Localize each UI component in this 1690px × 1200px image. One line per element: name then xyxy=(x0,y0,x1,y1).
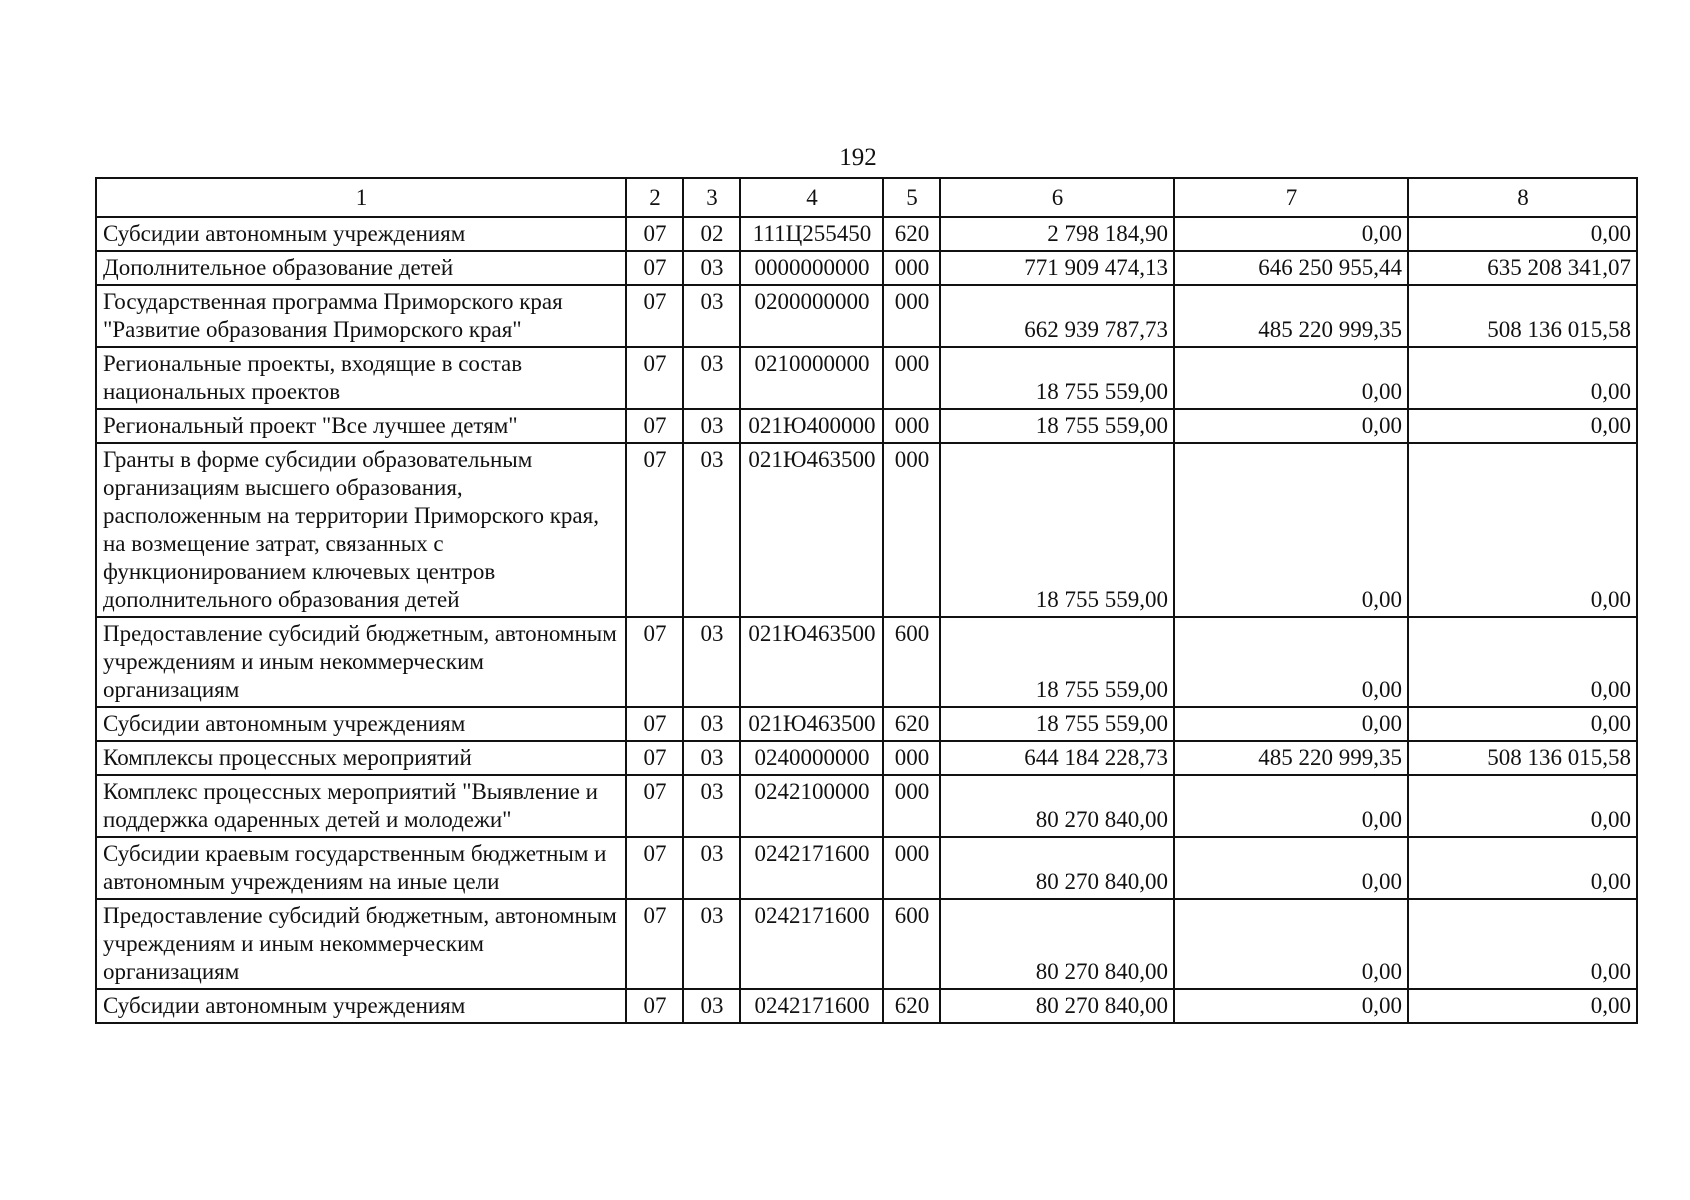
section-code-cell: 07 xyxy=(626,409,683,443)
row-name-cell: Гранты в форме субсидии образовательным организациям высшего образования, расположенным на территории Приморского края, на возмещение затрат, связанных с функционированием ключевых центров дополнительного образования детей xyxy=(96,443,626,617)
expense-type-code-cell: 000 xyxy=(883,775,940,837)
amount-col8-cell: 0,00 xyxy=(1408,409,1637,443)
target-item-code-cell: 0242100000 xyxy=(740,775,883,837)
subsection-code-cell: 03 xyxy=(683,285,740,347)
row-name-cell: Субсидии автономным учреждениям xyxy=(96,989,626,1023)
row-name-cell: Субсидии краевым государственным бюджетным и автономным учреждениям на иные цели xyxy=(96,837,626,899)
amount-col7-cell: 0,00 xyxy=(1174,775,1408,837)
header-cell: 8 xyxy=(1408,178,1637,217)
amount-col8-cell: 508 136 015,58 xyxy=(1408,285,1637,347)
section-code-cell: 07 xyxy=(626,899,683,989)
amount-col6-cell: 662 939 787,73 xyxy=(940,285,1174,347)
table-row xyxy=(96,251,1637,285)
amount-col8-cell: 0,00 xyxy=(1408,899,1637,989)
amount-col7-cell: 0,00 xyxy=(1174,409,1408,443)
target-item-code-cell: 021Ю463500 xyxy=(740,617,883,707)
amount-col7-cell: 646 250 955,44 xyxy=(1174,251,1408,285)
table-row xyxy=(96,741,1637,775)
page-number: 192 xyxy=(839,144,877,171)
table-body xyxy=(96,178,1637,1023)
amount-col8-cell: 0,00 xyxy=(1408,617,1637,707)
row-name-cell: Комплекс процессных мероприятий "Выявление и поддержка одаренных детей и молодежи" xyxy=(96,775,626,837)
section-code-cell: 07 xyxy=(626,251,683,285)
amount-col6-cell: 18 755 559,00 xyxy=(940,707,1174,741)
amount-col6-cell: 2 798 184,90 xyxy=(940,217,1174,251)
section-code-cell: 07 xyxy=(626,347,683,409)
target-item-code-cell: 021Ю463500 xyxy=(740,443,883,617)
amount-col8-cell: 635 208 341,07 xyxy=(1408,251,1637,285)
amount-col6-cell: 18 755 559,00 xyxy=(940,409,1174,443)
expense-type-code-cell: 620 xyxy=(883,707,940,741)
section-code-cell: 07 xyxy=(626,707,683,741)
subsection-code-cell: 03 xyxy=(683,741,740,775)
target-item-code-cell: 021Ю463500 xyxy=(740,707,883,741)
header-cell: 6 xyxy=(940,178,1174,217)
target-item-code-cell: 0242171600 xyxy=(740,899,883,989)
row-name-cell: Региональные проекты, входящие в состав национальных проектов xyxy=(96,347,626,409)
subsection-code-cell: 03 xyxy=(683,837,740,899)
header-cell: 5 xyxy=(883,178,940,217)
target-item-code-cell: 021Ю400000 xyxy=(740,409,883,443)
expense-type-code-cell: 000 xyxy=(883,251,940,285)
amount-col8-cell: 0,00 xyxy=(1408,217,1637,251)
target-item-code-cell: 0242171600 xyxy=(740,989,883,1023)
table-row xyxy=(96,443,1637,617)
expense-type-code-cell: 620 xyxy=(883,989,940,1023)
amount-col8-cell: 0,00 xyxy=(1408,989,1637,1023)
section-code-cell: 07 xyxy=(626,837,683,899)
subsection-code-cell: 03 xyxy=(683,775,740,837)
expense-type-code-cell: 000 xyxy=(883,347,940,409)
table-row xyxy=(96,837,1637,899)
expense-type-code-cell: 000 xyxy=(883,741,940,775)
row-name-cell: Региональный проект "Все лучшее детям" xyxy=(96,409,626,443)
header-cell: 1 xyxy=(96,178,626,217)
row-name-cell: Предоставление субсидий бюджетным, автономным учреждениям и иным некоммерческим организациям xyxy=(96,899,626,989)
amount-col6-cell: 18 755 559,00 xyxy=(940,347,1174,409)
amount-col8-cell: 0,00 xyxy=(1408,707,1637,741)
expense-type-code-cell: 600 xyxy=(883,617,940,707)
expense-type-code-cell: 000 xyxy=(883,285,940,347)
target-item-code-cell: 0210000000 xyxy=(740,347,883,409)
section-code-cell: 07 xyxy=(626,617,683,707)
table-row xyxy=(96,707,1637,741)
section-code-cell: 07 xyxy=(626,217,683,251)
row-name-cell: Субсидии автономным учреждениям xyxy=(96,217,626,251)
subsection-code-cell: 03 xyxy=(683,347,740,409)
subsection-code-cell: 03 xyxy=(683,707,740,741)
target-item-code-cell: 0242171600 xyxy=(740,837,883,899)
budget-table xyxy=(95,177,1638,1024)
target-item-code-cell: 0240000000 xyxy=(740,741,883,775)
amount-col7-cell: 485 220 999,35 xyxy=(1174,285,1408,347)
expense-type-code-cell: 000 xyxy=(883,409,940,443)
section-code-cell: 07 xyxy=(626,285,683,347)
amount-col8-cell: 0,00 xyxy=(1408,347,1637,409)
amount-col8-cell: 0,00 xyxy=(1408,837,1637,899)
amount-col8-cell: 0,00 xyxy=(1408,775,1637,837)
amount-col6-cell: 80 270 840,00 xyxy=(940,989,1174,1023)
header-cell: 2 xyxy=(626,178,683,217)
table-row xyxy=(96,217,1637,251)
target-item-code-cell: 0000000000 xyxy=(740,251,883,285)
amount-col6-cell: 80 270 840,00 xyxy=(940,837,1174,899)
amount-col7-cell: 0,00 xyxy=(1174,217,1408,251)
row-name-cell: Комплексы процессных мероприятий xyxy=(96,741,626,775)
row-name-cell: Субсидии автономным учреждениям xyxy=(96,707,626,741)
amount-col7-cell: 0,00 xyxy=(1174,899,1408,989)
amount-col7-cell: 0,00 xyxy=(1174,989,1408,1023)
amount-col6-cell: 80 270 840,00 xyxy=(940,775,1174,837)
amount-col7-cell: 0,00 xyxy=(1174,707,1408,741)
subsection-code-cell: 02 xyxy=(683,217,740,251)
amount-col7-cell: 0,00 xyxy=(1174,837,1408,899)
row-name-cell: Предоставление субсидий бюджетным, автономным учреждениям и иным некоммерческим организациям xyxy=(96,617,626,707)
section-code-cell: 07 xyxy=(626,775,683,837)
table-row xyxy=(96,347,1637,409)
amount-col7-cell: 485 220 999,35 xyxy=(1174,741,1408,775)
section-code-cell: 07 xyxy=(626,989,683,1023)
header-cell: 7 xyxy=(1174,178,1408,217)
row-name-cell: Дополнительное образование детей xyxy=(96,251,626,285)
subsection-code-cell: 03 xyxy=(683,443,740,617)
table-row xyxy=(96,989,1637,1023)
subsection-code-cell: 03 xyxy=(683,409,740,443)
expense-type-code-cell: 000 xyxy=(883,837,940,899)
amount-col7-cell: 0,00 xyxy=(1174,617,1408,707)
table-header-row xyxy=(96,178,1637,217)
subsection-code-cell: 03 xyxy=(683,617,740,707)
amount-col8-cell: 0,00 xyxy=(1408,443,1637,617)
amount-col6-cell: 18 755 559,00 xyxy=(940,617,1174,707)
amount-col7-cell: 0,00 xyxy=(1174,443,1408,617)
subsection-code-cell: 03 xyxy=(683,899,740,989)
amount-col6-cell: 80 270 840,00 xyxy=(940,899,1174,989)
table-row xyxy=(96,899,1637,989)
target-item-code-cell: 0200000000 xyxy=(740,285,883,347)
subsection-code-cell: 03 xyxy=(683,989,740,1023)
amount-col6-cell: 644 184 228,73 xyxy=(940,741,1174,775)
table-row xyxy=(96,617,1637,707)
table-row xyxy=(96,775,1637,837)
expense-type-code-cell: 600 xyxy=(883,899,940,989)
target-item-code-cell: 111Ц255450 xyxy=(740,217,883,251)
amount-col7-cell: 0,00 xyxy=(1174,347,1408,409)
subsection-code-cell: 03 xyxy=(683,251,740,285)
section-code-cell: 07 xyxy=(626,741,683,775)
expense-type-code-cell: 620 xyxy=(883,217,940,251)
amount-col8-cell: 508 136 015,58 xyxy=(1408,741,1637,775)
amount-col6-cell: 18 755 559,00 xyxy=(940,443,1174,617)
table-row xyxy=(96,285,1637,347)
table-row xyxy=(96,409,1637,443)
section-code-cell: 07 xyxy=(626,443,683,617)
header-cell: 4 xyxy=(740,178,883,217)
header-cell: 3 xyxy=(683,178,740,217)
row-name-cell: Государственная программа Приморского края "Развитие образования Приморского края" xyxy=(96,285,626,347)
amount-col6-cell: 771 909 474,13 xyxy=(940,251,1174,285)
expense-type-code-cell: 000 xyxy=(883,443,940,617)
